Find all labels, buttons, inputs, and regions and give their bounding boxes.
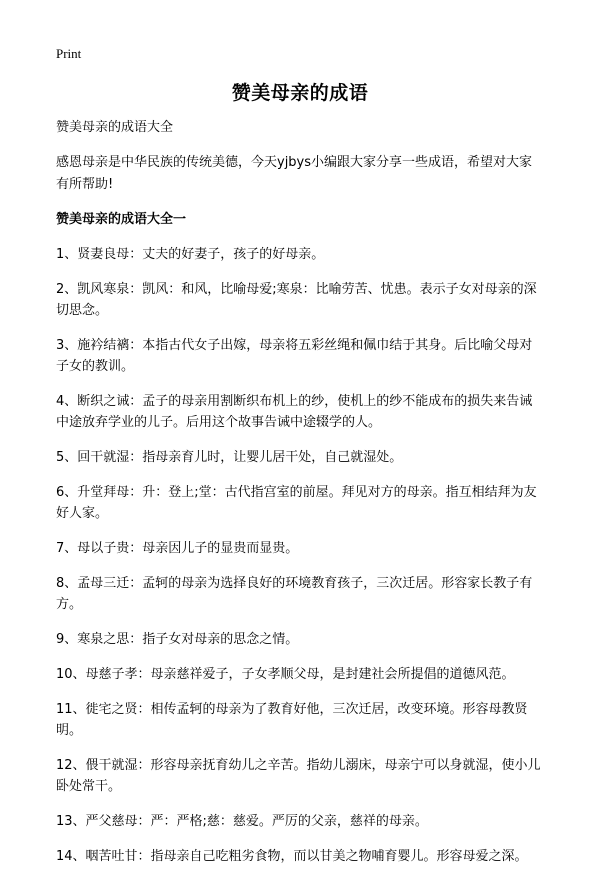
page-title: 赞美母亲的成语	[231, 82, 369, 104]
idiom-item-11: 11、徙宅之贤：相传孟轲的母亲为了教育好他，三次迁居，改变环境。形容母教贤明。	[56, 702, 528, 738]
idiom-item-6: 6、升堂拜母：升：登上;堂：古代指宫室的前屋。拜见对方的母亲。指互相结拜为友好人家。	[56, 485, 537, 521]
document-content	[56, 118, 544, 881]
idiom-item-9: 9、寒泉之思：指子女对母亲的思念之情。	[56, 632, 299, 647]
intro-paragraph: 感恩母亲是中华民族的传统美德，今天yjbys小编跟大家分享一些成语，希望对大家有所帮助!	[56, 155, 533, 192]
idiom-item-5: 5、回干就湿：指母亲育儿时，让婴儿居干处，自己就湿处。	[56, 450, 403, 465]
idiom-item-10: 10、母慈子孝：母亲慈祥爱子，子女孝顺父母，是封建社会所提倡的道德风范。	[56, 667, 515, 682]
idiom-item-14: 14、咽苦吐甘：指母亲自己吃粗劣食物，而以甘美之物哺育婴儿。形容母爱之深。	[56, 849, 528, 864]
idiom-item-7: 7、母以子贵：母亲因儿子的显贵而显贵。	[56, 541, 299, 556]
print-label: Print	[56, 46, 82, 61]
idiom-list	[56, 244, 544, 867]
section-heading: 赞美母亲的成语大全一	[56, 212, 187, 227]
idiom-item-13: 13、严父慈母：严：严格;慈：慈爱。严厉的父亲，慈祥的母亲。	[56, 814, 428, 829]
idiom-item-12: 12、偎干就湿：形容母亲抚育幼儿之辛苦。指幼儿溺床，母亲宁可以身就湿，使小儿卧处常干。	[56, 758, 541, 794]
idiom-item-2: 2、凯风寒泉：凯风：和风，比喻母爱;寒泉：比喻劳苦、忧患。表示子女对母亲的深切思念。	[56, 282, 537, 318]
idiom-item-1: 1、贤妻良母：丈夫的好妻子，孩子的好母亲。	[56, 247, 325, 262]
subtitle: 赞美母亲的成语大全	[56, 120, 174, 135]
idiom-item-8: 8、孟母三迁：孟轲的母亲为选择良好的环境教育孩子，三次迁居。形容家长教子有方。	[56, 576, 533, 612]
idiom-item-3: 3、施衿结褵：本指古代女子出嫁，母亲将五彩丝绳和佩巾结于其身。后比喻父母对子女的教训。	[56, 338, 533, 374]
idiom-item-4: 4、断织之诫：孟子的母亲用割断织布机上的纱，使机上的纱不能成布的损失来告诫中途放弃学业的儿子。后用这个故事告诫中途辍学的人。	[56, 394, 533, 430]
